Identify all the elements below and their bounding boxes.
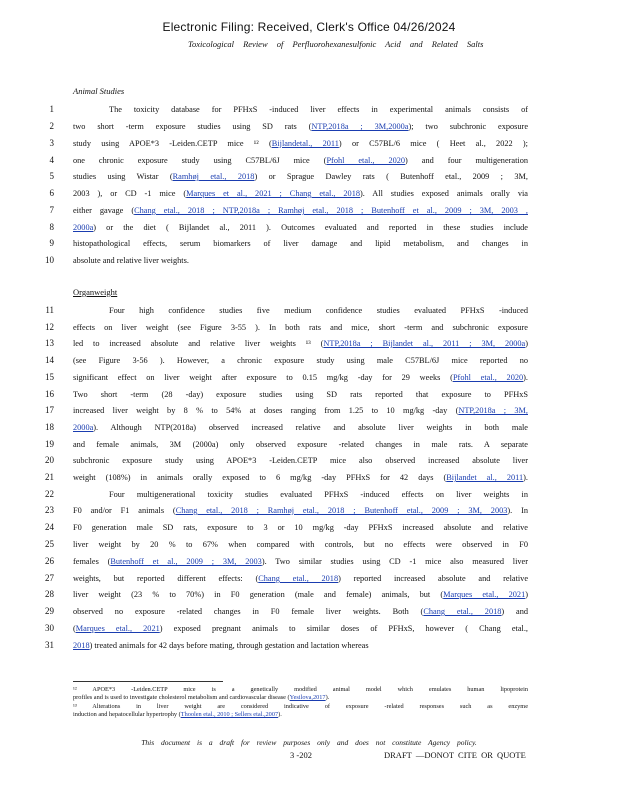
citation-link[interactable]: Marques etal., 2021 [75, 624, 160, 633]
document-title: Toxicological Review of Perfluorohexanesulfonic Acid and Related Salts [188, 39, 484, 49]
text-segment: ). All studies exposed animals orally via [360, 189, 528, 198]
text-line [73, 305, 528, 316]
text-line [73, 623, 528, 634]
text-line [73, 573, 528, 584]
line-number: 31 [45, 640, 54, 650]
text-line [73, 238, 528, 249]
citation-link[interactable]: Marques et al., 2021 ; Chang etal., 2018 [186, 189, 360, 198]
text-line [73, 539, 528, 550]
citation-link[interactable]: Chang etal., 2018 [258, 574, 339, 583]
line-number: 7 [49, 205, 54, 215]
text-line [73, 606, 528, 617]
citation-link[interactable]: Pfohl etal., 2020 [326, 156, 406, 165]
citation-link[interactable]: 2000a [73, 423, 94, 432]
citation-link[interactable]: 2000a [73, 223, 94, 232]
text-segment: ) exposed pregnant animals to similar doses of PFHxS, however ( Chang etal., [159, 624, 528, 633]
text-segment: ¹³ Alterations in liver weight are considered indicative of exposure -related responses such as enzyme [73, 703, 528, 710]
line-number: 22 [45, 489, 54, 499]
text-segment: induction and hepatocellular hypertrophy ( [73, 711, 181, 718]
text-segment: absolute and relative liver weights. [73, 256, 189, 265]
text-segment: ). [325, 694, 330, 701]
line-number: 10 [45, 255, 54, 265]
line-number: 3 [49, 138, 54, 148]
text-line [73, 322, 528, 333]
text-segment: Two short -term (28 -day) exposure studies using SD rats reported that exposure to PFHxS [73, 390, 528, 399]
text-line [73, 589, 528, 600]
text-line [73, 104, 528, 115]
line-number: 17 [45, 405, 54, 415]
text-segment: weight (108%) in animals orally exposed to 6 mg/kg -day PFHxS for 42 days ( [73, 473, 447, 482]
line-number: 21 [45, 472, 54, 482]
text-segment: liver weight by 20 % to 67% when compared with controls, but no effects were observed in F0 [73, 540, 528, 549]
text-segment: subchronic exposure study using APOE*3 -Leiden.CETP mice also observed increased absolute liver [73, 456, 528, 465]
text-segment: increased liver weight by 8 % to 54% at doses ranging from 1.25 to 10 mg/kg -day ( [73, 406, 459, 415]
citation-link[interactable]: Thoolen etal., 2010 ; Sellers etal.,2007 [180, 711, 279, 718]
citation-link[interactable]: Bijlandet al., 2011 [446, 473, 524, 482]
line-number: 11 [45, 305, 54, 315]
text-segment: ) and four multigeneration [405, 156, 528, 165]
text-segment: ). [278, 711, 282, 718]
text-segment: observed no exposure -related changes in F0 female liver weights. Both ( [73, 607, 424, 616]
line-number: 6 [49, 188, 54, 198]
line-number: 20 [45, 455, 54, 465]
text-line [73, 138, 528, 149]
text-segment: one chronic exposure study using C57BL/6J mice ( [73, 156, 327, 165]
text-line [73, 338, 528, 349]
citation-link[interactable]: 2018 [73, 641, 90, 650]
text-line [73, 422, 528, 433]
citation-link[interactable]: Ramhøj etal., 2018 [172, 172, 255, 181]
line-number: 27 [45, 573, 54, 583]
line-number: 24 [45, 522, 54, 532]
text-segment: histopathological effects, serum biomarkers of liver damage and lipid metabolism, and changes in [73, 239, 528, 248]
text-segment: ( [73, 624, 76, 633]
citation-link[interactable]: Chang etal., 2018 [423, 607, 502, 616]
text-line [73, 121, 528, 132]
filing-banner: Electronic Filing: Received, Clerk's Office 04/26/2024 [162, 20, 456, 34]
text-segment: led to increased absolute and relative liver weights ¹³ ( [73, 339, 324, 348]
line-number: 16 [45, 389, 54, 399]
draft-disclaimer: This document is a draft for review purposes only and does not constitute Agency policy. [141, 738, 477, 747]
text-segment: ). [523, 373, 528, 382]
line-number: 30 [45, 623, 54, 633]
section-heading: Animal Studies [73, 86, 125, 96]
page-number: 3 -202 [290, 750, 312, 760]
citation-link[interactable]: Chang etal., 2018 ; NTP,2018a ; Ramhøj etal., 2018 ; Butenhoff et al., 2009 ; 3M, 2003 , [134, 206, 528, 215]
line-number: 8 [49, 222, 54, 232]
citation-link[interactable]: Marques etal., 2021 [443, 590, 526, 599]
line-number: 29 [45, 606, 54, 616]
text-segment: females ( [73, 557, 111, 566]
text-line [73, 205, 528, 216]
text-segment: ). Two similar studies using CD -1 mice also measured liver [261, 557, 528, 566]
line-number: 15 [45, 372, 54, 382]
citation-link[interactable]: Butenhoff et al., 2009 ; 3M, 2003 [110, 557, 262, 566]
text-segment: 2003 ), or CD -1 mice ( [73, 189, 187, 198]
text-line [73, 255, 528, 266]
text-line [73, 188, 528, 199]
text-segment: ). In [507, 506, 528, 515]
text-line [73, 505, 528, 516]
text-segment: ) treated animals for 42 days before mating, through gestation and lactation whereas [89, 641, 369, 650]
text-line [73, 472, 528, 483]
citation-link[interactable]: NTP,2018a ; 3M,2000a [311, 122, 409, 131]
line-number: 1 [49, 104, 54, 114]
text-line [73, 389, 528, 400]
citation-link[interactable]: Bijlandetal., 2011 [271, 139, 339, 148]
text-segment: ) or C57BL/6 mice ( Heet al., 2022 ); [338, 139, 528, 148]
text-segment: profiles and is used to investigate cholesterol metabolism and cardiovascular disease ( [73, 694, 290, 701]
line-number: 9 [49, 238, 54, 248]
text-segment: ¹² APOE*3 -Leiden.CETP mice is a genetically modified animal model which emulates human lipoprotein [73, 686, 528, 693]
text-line [73, 171, 528, 182]
text-segment: weights, but reported different effects: ( [73, 574, 259, 583]
text-segment: F0 and/or F1 animals ( [73, 506, 176, 515]
text-segment: studies using Wistar ( [73, 172, 173, 181]
text-segment: Four multigenerational toxicity studies evaluated PFHxS -induced effects on liver weights in [109, 490, 528, 499]
text-segment: ). Although NTP(2018a) observed increased relative and absolute liver weights in both male [93, 423, 528, 432]
citation-link[interactable]: Yesilova,2017 [289, 694, 326, 701]
line-number: 19 [45, 439, 54, 449]
line-number: 12 [45, 322, 54, 332]
text-segment: ) or Sprague Dawley rats ( Butenhoff etal., 2009 ; 3M, [254, 172, 528, 181]
text-segment: two short -term exposure studies using SD rats ( [73, 122, 312, 131]
line-number: 25 [45, 539, 54, 549]
footnote-divider [73, 681, 223, 682]
footnote-line [73, 711, 528, 719]
text-line [73, 522, 528, 533]
text-segment: ) or the diet ( Bijlandet al., 2011 ). Outcomes evaluated and reported in these studies include [93, 223, 528, 232]
text-line [73, 222, 528, 233]
draft-notice: DRAFT —DONOT CITE OR QUOTE [384, 750, 526, 760]
text-segment: and female animals, 3M (2000a) only observed exposure -related changes in male rats. A separate [73, 440, 528, 449]
text-segment: effects on liver weight (see Figure 3-55 ). In both rats and mice, short -term and subchronic exposure [73, 323, 528, 332]
citation-link[interactable]: Pfohl etal., 2020 [452, 373, 524, 382]
text-segment: ). [523, 473, 528, 482]
text-line [73, 640, 528, 651]
citation-link[interactable]: NTP,2018a ; 3M, [458, 406, 528, 415]
citation-link[interactable]: Chang etal., 2018 ; Ramhøj etal., 2018 ; Butenhoff etal., 2009 ; 3M, 2003 [175, 506, 508, 515]
line-number: 23 [45, 505, 54, 515]
text-line [73, 489, 528, 500]
text-segment: Four high confidence studies five medium confidence studies evaluated PFHxS -induced [109, 306, 528, 315]
line-number: 28 [45, 589, 54, 599]
text-segment: either gavage ( [73, 206, 135, 215]
text-segment: ) [525, 339, 528, 348]
text-line [73, 556, 528, 567]
text-segment: ) and [501, 607, 528, 616]
footnote-line [73, 703, 528, 711]
text-line [73, 355, 528, 366]
text-line [73, 405, 528, 416]
citation-link[interactable]: NTP,2018a ; Bijlandet al., 2011 ; 3M, 2000a [323, 339, 526, 348]
text-segment: ) reported increased absolute and relative [338, 574, 528, 583]
line-number: 5 [49, 171, 54, 181]
text-segment: F0 generation male SD rats, exposure to 3 or 10 mg/kg -day PFHxS increased absolute and relative [73, 523, 528, 532]
line-number: 26 [45, 556, 54, 566]
text-segment: (see Figure 3-56 ). However, a chronic exposure study using male C57BL/6J mice reported no [73, 356, 528, 365]
footnote-line [73, 686, 528, 694]
text-segment: ) [525, 590, 528, 599]
subsection-heading: Organweight [73, 287, 118, 297]
text-line [73, 439, 528, 450]
text-line [73, 372, 528, 383]
text-segment: significant effect on liver weight after exposure to 0.15 mg/kg -day for 29 weeks ( [73, 373, 453, 382]
line-number: 2 [49, 121, 54, 131]
line-number: 13 [45, 338, 54, 348]
text-segment: study using APOE*3 -Leiden.CETP mice ¹² ( [73, 139, 272, 148]
line-number: 4 [49, 155, 54, 165]
text-segment: The toxicity database for PFHxS -induced liver effects in experimental animals consists of [109, 105, 528, 114]
text-line [73, 455, 528, 466]
text-line [73, 155, 528, 166]
line-number: 18 [45, 422, 54, 432]
text-segment: ); two subchronic exposure [408, 122, 528, 131]
footnote-line [73, 694, 528, 702]
text-segment: liver weight (23 % to 70%) in F0 generation (male and female) animals, but ( [73, 590, 444, 599]
line-number: 14 [45, 355, 54, 365]
